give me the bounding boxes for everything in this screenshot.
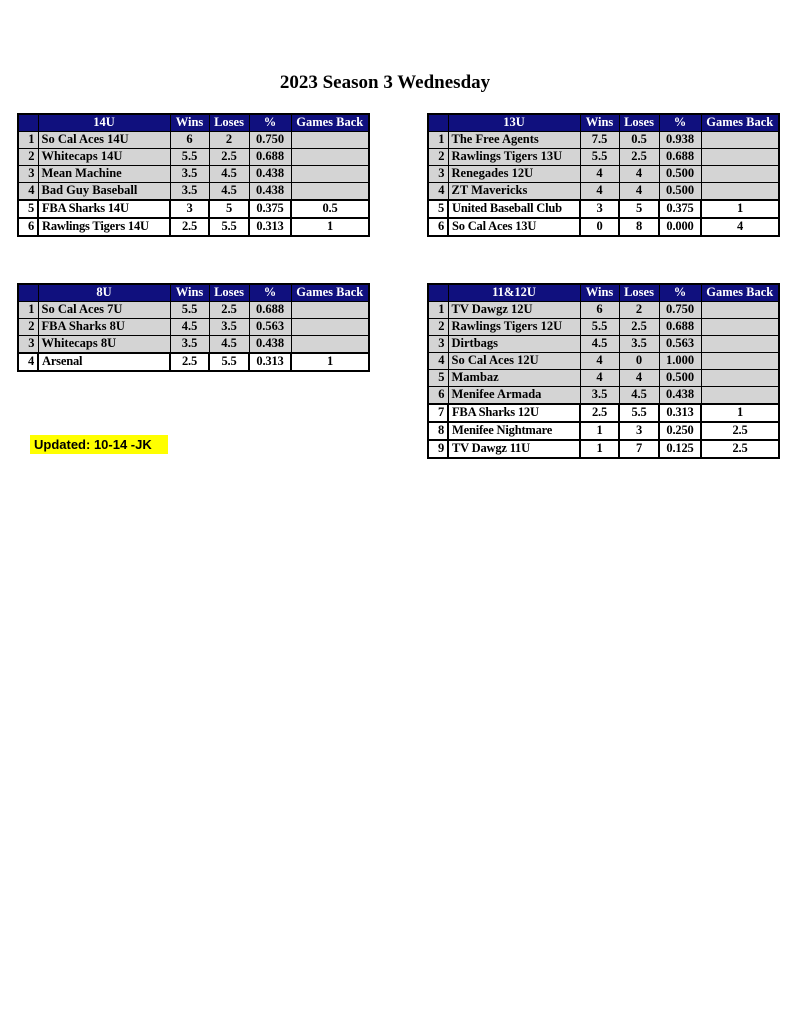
rank-cell: 6	[18, 218, 38, 236]
team-name-cell: So Cal Aces 7U	[38, 302, 170, 319]
table-row	[428, 183, 779, 201]
rank-cell: 3	[18, 166, 38, 183]
loses-cell: 5	[619, 200, 659, 218]
wins-cell: 7.5	[580, 132, 619, 149]
team-name-cell: TV Dawgz 11U	[448, 440, 580, 458]
pct-cell: 0.563	[659, 336, 701, 353]
header-row	[18, 284, 369, 302]
rank-cell: 4	[428, 183, 448, 201]
rank-cell: 1	[428, 132, 448, 149]
table-row	[428, 166, 779, 183]
wins-cell: 4	[580, 353, 619, 370]
loses-cell: 3.5	[619, 336, 659, 353]
team-name-cell: Mambaz	[448, 370, 580, 387]
pct-cell: 0.688	[249, 302, 291, 319]
team-name-cell: Menifee Nightmare	[448, 422, 580, 440]
wins-cell: 4.5	[170, 319, 209, 336]
games-back-cell: 2.5	[701, 440, 779, 458]
loses-cell: 5.5	[619, 404, 659, 422]
team-name-cell: FBA Sharks 12U	[448, 404, 580, 422]
header-row	[428, 114, 779, 132]
table-row	[428, 149, 779, 166]
wins-cell: 4.5	[580, 336, 619, 353]
rank-cell: 2	[428, 149, 448, 166]
wins-cell: 2.5	[170, 353, 209, 371]
header-row	[428, 284, 779, 302]
rank-cell: 9	[428, 440, 448, 458]
loses-cell: 3.5	[209, 319, 249, 336]
wins-cell: 1	[580, 440, 619, 458]
table-row	[18, 218, 369, 236]
wins-column-header: Wins	[170, 114, 209, 132]
loses-column-header: Loses	[209, 284, 249, 302]
team-name-cell: ZT Mavericks	[448, 183, 580, 201]
pct-cell: 0.438	[659, 387, 701, 405]
rank-cell: 5	[428, 370, 448, 387]
table-row	[428, 302, 779, 319]
rank-cell: 3	[428, 166, 448, 183]
games-back-cell	[701, 183, 779, 201]
pct-cell: 0.313	[249, 218, 291, 236]
games-back-cell	[701, 302, 779, 319]
rank-cell: 5	[428, 200, 448, 218]
games-back-column-header: Games Back	[701, 114, 779, 132]
table-row	[18, 353, 369, 371]
games-back-cell: 1	[291, 218, 369, 236]
team-name-cell: Rawlings Tigers 12U	[448, 319, 580, 336]
table-row	[428, 370, 779, 387]
games-back-column-header: Games Back	[291, 284, 369, 302]
division-header: 14U	[38, 114, 170, 132]
table-row	[18, 183, 369, 201]
games-back-cell	[291, 132, 369, 149]
division-header: 11&12U	[448, 284, 580, 302]
standings-table-slot-8u	[17, 283, 370, 372]
rank-cell: 2	[428, 319, 448, 336]
pct-column-header: %	[659, 114, 701, 132]
loses-cell: 2.5	[209, 149, 249, 166]
pct-cell: 0.563	[249, 319, 291, 336]
wins-cell: 3.5	[580, 387, 619, 405]
rank-cell: 1	[428, 302, 448, 319]
table-row	[18, 302, 369, 319]
table-row	[428, 404, 779, 422]
loses-cell: 2.5	[209, 302, 249, 319]
wins-cell: 5.5	[170, 302, 209, 319]
team-name-cell: Menifee Armada	[448, 387, 580, 405]
rank-cell: 6	[428, 218, 448, 236]
pct-cell: 0.438	[249, 183, 291, 201]
games-back-cell	[701, 132, 779, 149]
rank-cell: 5	[18, 200, 38, 218]
games-back-cell: 0.5	[291, 200, 369, 218]
games-back-cell: 1	[701, 404, 779, 422]
loses-column-header: Loses	[619, 284, 659, 302]
wins-cell: 1	[580, 422, 619, 440]
rank-cell: 1	[18, 302, 38, 319]
pct-cell: 0.750	[249, 132, 291, 149]
loses-cell: 0	[619, 353, 659, 370]
team-name-cell: Rawlings Tigers 13U	[448, 149, 580, 166]
pct-cell: 0.938	[659, 132, 701, 149]
loses-cell: 4.5	[619, 387, 659, 405]
wins-cell: 6	[170, 132, 209, 149]
games-back-cell: 1	[701, 200, 779, 218]
loses-cell: 2	[209, 132, 249, 149]
table-row	[18, 336, 369, 354]
pct-cell: 1.000	[659, 353, 701, 370]
standings-table	[17, 113, 370, 237]
loses-cell: 7	[619, 440, 659, 458]
rank-column-header	[428, 114, 448, 132]
pct-cell: 0.313	[249, 353, 291, 371]
wins-cell: 5.5	[170, 149, 209, 166]
table-row	[428, 440, 779, 458]
games-back-cell	[701, 149, 779, 166]
wins-cell: 2.5	[580, 404, 619, 422]
table-row	[18, 149, 369, 166]
table-row	[428, 387, 779, 405]
games-back-cell: 1	[291, 353, 369, 371]
team-name-cell: Mean Machine	[38, 166, 170, 183]
wins-cell: 4	[580, 166, 619, 183]
games-back-cell	[291, 166, 369, 183]
rank-cell: 4	[18, 183, 38, 201]
wins-cell: 3	[170, 200, 209, 218]
team-name-cell: United Baseball Club	[448, 200, 580, 218]
wins-cell: 4	[580, 183, 619, 201]
wins-column-header: Wins	[580, 284, 619, 302]
rank-cell: 2	[18, 319, 38, 336]
standings-table-slot-14u	[17, 113, 370, 237]
division-header: 13U	[448, 114, 580, 132]
table-row	[18, 132, 369, 149]
team-name-cell: So Cal Aces 13U	[448, 218, 580, 236]
games-back-cell	[291, 336, 369, 354]
wins-cell: 3.5	[170, 166, 209, 183]
loses-cell: 3	[619, 422, 659, 440]
pct-cell: 0.500	[659, 166, 701, 183]
pct-cell: 0.750	[659, 302, 701, 319]
loses-cell: 4	[619, 166, 659, 183]
games-back-cell	[701, 353, 779, 370]
standings-table-slot-11-12u	[427, 283, 780, 459]
loses-cell: 4	[619, 370, 659, 387]
team-name-cell: Bad Guy Baseball	[38, 183, 170, 201]
pct-cell: 0.375	[659, 200, 701, 218]
rank-cell: 3	[18, 336, 38, 354]
pct-cell: 0.500	[659, 370, 701, 387]
wins-cell: 5.5	[580, 149, 619, 166]
loses-cell: 2	[619, 302, 659, 319]
loses-column-header: Loses	[619, 114, 659, 132]
rank-column-header	[18, 114, 38, 132]
rank-cell: 4	[428, 353, 448, 370]
standings-table	[17, 283, 370, 372]
table-row	[18, 319, 369, 336]
team-name-cell: Arsenal	[38, 353, 170, 371]
table-row	[428, 336, 779, 353]
division-header: 8U	[38, 284, 170, 302]
team-name-cell: So Cal Aces 14U	[38, 132, 170, 149]
rank-cell: 7	[428, 404, 448, 422]
pct-cell: 0.500	[659, 183, 701, 201]
loses-cell: 4.5	[209, 183, 249, 201]
team-name-cell: Renegades 12U	[448, 166, 580, 183]
pct-cell: 0.125	[659, 440, 701, 458]
games-back-cell	[701, 319, 779, 336]
pct-cell: 0.313	[659, 404, 701, 422]
standings-table	[427, 283, 780, 459]
games-back-cell	[291, 183, 369, 201]
wins-cell: 3.5	[170, 336, 209, 354]
table-row	[428, 422, 779, 440]
rank-column-header	[18, 284, 38, 302]
loses-cell: 5.5	[209, 218, 249, 236]
team-name-cell: Rawlings Tigers 14U	[38, 218, 170, 236]
loses-cell: 2.5	[619, 149, 659, 166]
rank-cell: 2	[18, 149, 38, 166]
rank-cell: 8	[428, 422, 448, 440]
rank-cell: 1	[18, 132, 38, 149]
games-back-cell: 4	[701, 218, 779, 236]
table-row	[428, 218, 779, 236]
loses-column-header: Loses	[209, 114, 249, 132]
games-back-cell	[291, 302, 369, 319]
loses-cell: 4.5	[209, 166, 249, 183]
wins-cell: 0	[580, 218, 619, 236]
pct-cell: 0.438	[249, 336, 291, 354]
loses-cell: 8	[619, 218, 659, 236]
wins-cell: 2.5	[170, 218, 209, 236]
team-name-cell: FBA Sharks 14U	[38, 200, 170, 218]
wins-cell: 6	[580, 302, 619, 319]
team-name-cell: Whitecaps 14U	[38, 149, 170, 166]
standings-table	[427, 113, 780, 237]
table-row	[18, 166, 369, 183]
rank-cell: 3	[428, 336, 448, 353]
wins-cell: 3	[580, 200, 619, 218]
pct-cell: 0.688	[659, 149, 701, 166]
page-title: 2023 Season 3 Wednesday	[279, 72, 491, 93]
header-row	[18, 114, 369, 132]
wins-cell: 3.5	[170, 183, 209, 201]
table-row	[428, 353, 779, 370]
games-back-cell: 2.5	[701, 422, 779, 440]
wins-column-header: Wins	[580, 114, 619, 132]
loses-cell: 0.5	[619, 132, 659, 149]
team-name-cell: TV Dawgz 12U	[448, 302, 580, 319]
rank-cell: 4	[18, 353, 38, 371]
pct-cell: 0.688	[249, 149, 291, 166]
table-row	[428, 132, 779, 149]
pct-cell: 0.000	[659, 218, 701, 236]
loses-cell: 5	[209, 200, 249, 218]
games-back-column-header: Games Back	[701, 284, 779, 302]
table-row	[18, 200, 369, 218]
games-back-cell	[291, 319, 369, 336]
standings-table-slot-13u	[427, 113, 780, 237]
games-back-cell	[701, 370, 779, 387]
updated-note: Updated: 10-14 -JK	[30, 435, 168, 454]
wins-cell: 4	[580, 370, 619, 387]
loses-cell: 4.5	[209, 336, 249, 354]
team-name-cell: FBA Sharks 8U	[38, 319, 170, 336]
pct-column-header: %	[249, 284, 291, 302]
loses-cell: 4	[619, 183, 659, 201]
wins-cell: 5.5	[580, 319, 619, 336]
team-name-cell: Whitecaps 8U	[38, 336, 170, 354]
rank-cell: 6	[428, 387, 448, 405]
pct-cell: 0.375	[249, 200, 291, 218]
loses-cell: 2.5	[619, 319, 659, 336]
pct-cell: 0.250	[659, 422, 701, 440]
games-back-column-header: Games Back	[291, 114, 369, 132]
games-back-cell	[291, 149, 369, 166]
pct-column-header: %	[249, 114, 291, 132]
team-name-cell: Dirtbags	[448, 336, 580, 353]
team-name-cell: So Cal Aces 12U	[448, 353, 580, 370]
wins-column-header: Wins	[170, 284, 209, 302]
team-name-cell: The Free Agents	[448, 132, 580, 149]
pct-cell: 0.438	[249, 166, 291, 183]
rank-column-header	[428, 284, 448, 302]
loses-cell: 5.5	[209, 353, 249, 371]
games-back-cell	[701, 336, 779, 353]
games-back-cell	[701, 387, 779, 405]
table-row	[428, 319, 779, 336]
pct-cell: 0.688	[659, 319, 701, 336]
table-row	[428, 200, 779, 218]
games-back-cell	[701, 166, 779, 183]
pct-column-header: %	[659, 284, 701, 302]
